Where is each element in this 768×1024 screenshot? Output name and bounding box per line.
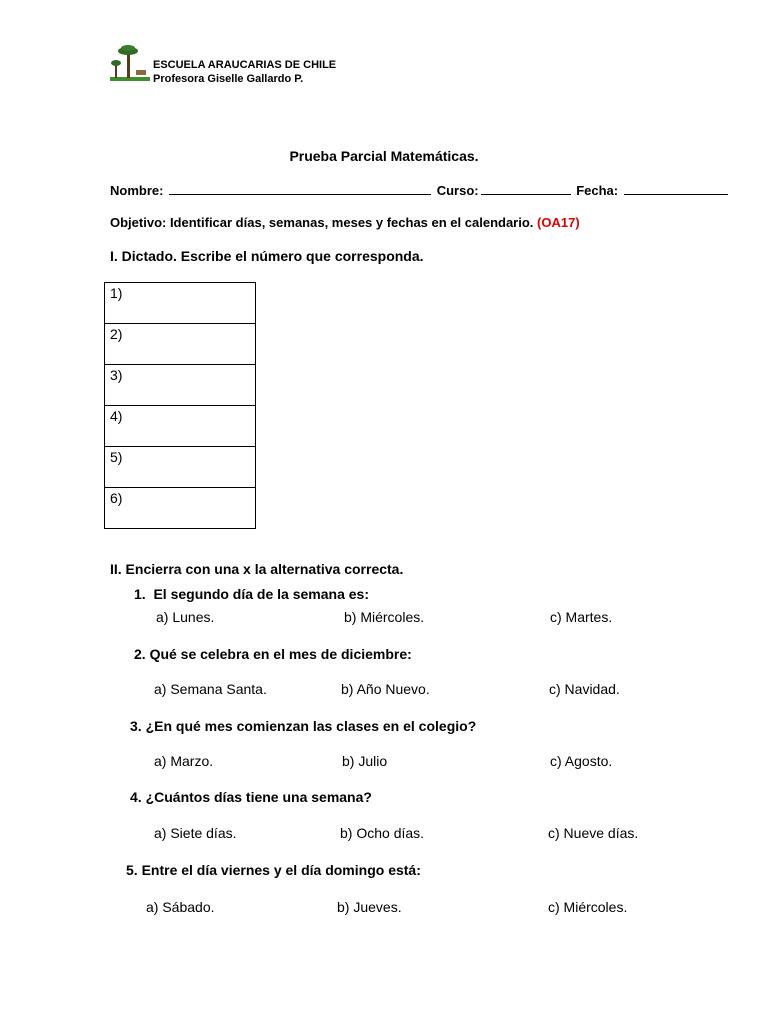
question-number: 1. [134,586,146,602]
name-field[interactable] [169,182,431,195]
q2-option-b[interactable]: b) Año Nuevo. [341,681,430,697]
table-row [105,365,256,406]
course-field[interactable] [481,182,571,195]
q5-option-b[interactable]: b) Jueves. [337,899,402,915]
date-field[interactable] [624,182,728,195]
q4-option-b[interactable]: b) Ocho días. [340,825,425,841]
objective [110,215,580,230]
dictation-cell[interactable]: 2) [105,324,256,365]
teacher-name: Profesora Giselle Gallardo P. [153,73,304,85]
table-row [105,406,256,447]
student-fields [110,182,730,198]
question-text: El segundo día de la semana es: [153,586,369,602]
section-multiple-choice-title: II. Encierra con una x la alternativa correcta. [110,561,404,577]
dictation-cell[interactable]: 4) [105,406,256,447]
araucaria-tree-logo [110,44,150,84]
q4-option-c[interactable]: c) Nueve días. [548,825,639,841]
name-label: Nombre: [110,183,164,198]
date-label: Fecha: [576,183,619,198]
question-5: 5. Entre el día viernes y el día domingo está: [126,862,421,878]
q5-option-a[interactable]: a) Sábado. [146,899,215,915]
dictation-table [104,282,256,529]
course-label: Curso: [436,183,479,198]
question-3: 3. ¿En qué mes comienzan las clases en el colegio? [130,718,477,734]
q1-option-c[interactable]: c) Martes. [550,609,613,625]
q4-option-a[interactable]: a) Siete días. [154,825,237,841]
q3-option-a[interactable]: a) Marzo. [154,753,214,769]
table-row [105,488,256,529]
dictation-cell[interactable]: 3) [105,365,256,406]
q5-option-c[interactable]: c) Miércoles. [548,899,628,915]
q2-option-c[interactable]: c) Navidad. [549,681,620,697]
objective-text: Objetivo: Identificar días, semanas, meses y fechas en el calendario. [110,215,534,230]
q1-option-a[interactable]: a) Lunes. [156,609,215,625]
q1-option-b[interactable]: b) Miércoles. [344,609,425,625]
section-dictation-title: I. Dictado. Escribe el número que corresponda. [110,248,424,264]
dictation-cell[interactable]: 6) [105,488,256,529]
question-2: 2. Qué se celebra en el mes de diciembre: [134,646,412,662]
question-1 [134,586,369,602]
objective-code: (OA17) [537,215,580,230]
table-row [105,283,256,324]
school-header [153,58,336,86]
q3-option-b[interactable]: b) Julio [342,753,388,769]
dictation-cell[interactable]: 1) [105,283,256,324]
page-title: Prueba Parcial Matemáticas. [289,148,479,164]
q3-option-c[interactable]: c) Agosto. [550,753,613,769]
school-name: ESCUELA ARAUCARIAS DE CHILE [153,59,337,71]
q2-option-a[interactable]: a) Semana Santa. [154,681,267,697]
dictation-cell[interactable]: 5) [105,447,256,488]
question-4: 4. ¿Cuántos días tiene una semana? [130,789,372,805]
table-row [105,447,256,488]
table-row [105,324,256,365]
